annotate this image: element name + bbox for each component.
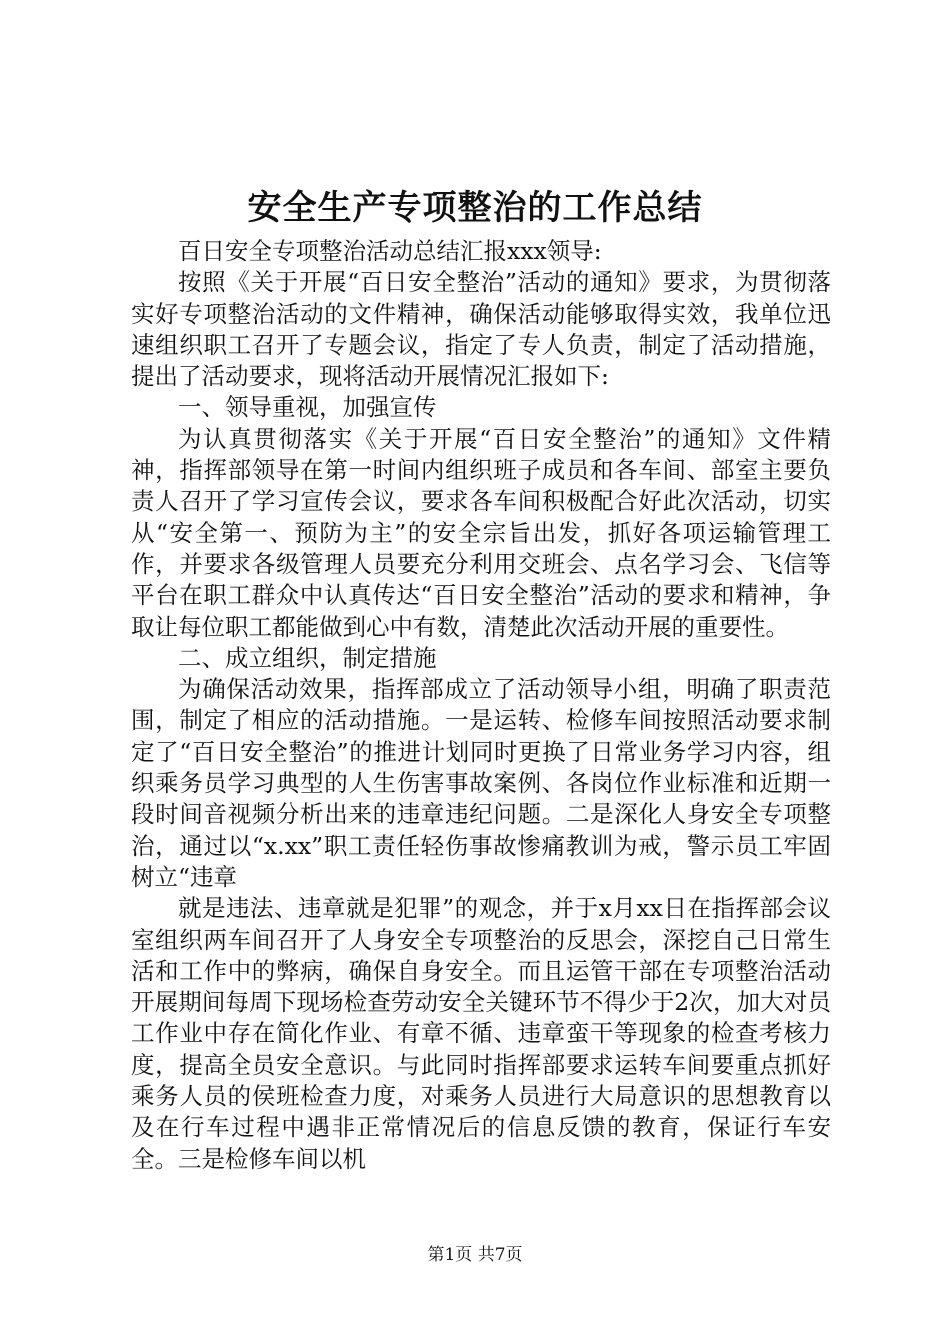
- intro-paragraph: 按照《关于开展“百日安全整治”活动的通知》要求，为贯彻落实好专项整治活动的文件精神，确保活动能够取得实效，我单位迅速组织职工召开了专题会议，指定了专人负责，制定了活动措施，提出了活动要求，现将活动开展情况汇报如下:: [131, 268, 831, 391]
- document-body: [131, 236, 831, 1175]
- document-title: 安全生产专项整治的工作总结: [247, 188, 703, 228]
- section-2-paragraph: 为确保活动效果，指挥部成立了活动领导小组，明确了职责范围，制定了相应的活动措施。一是运转、检修车间按照活动要求制定了“百日安全整治”的推进计划同时更换了日常业务学习内容，组织乘务员学习典型的人生伤害事故案例、各岗位作业标准和近期一段时间音视频分析出来的违章违纪问题。二是深化人身安全专项整治，通过以“x.xx”职工责任轻伤事故惨痛教训为戒，警示员工牢固树立“违章: [131, 675, 831, 891]
- section-heading-1: 一、领导重视，加强宣传: [178, 393, 437, 422]
- page-footer: 第1页 共7页: [427, 1245, 523, 1265]
- salutation-paragraph: 百日安全专项整治活动总结汇报xxx领导:: [178, 237, 602, 265]
- section-2-continuation-paragraph: 就是违法、违章就是犯罪”的观念，并于x月xx日在指挥部会议室组织两车间召开了人身安全专项整治的反思会，深挖自己日常生活和工作中的弊病，确保自身安全。而且运管干部在专项整治活动开展期间每周下现场检查劳动安全关键环节不得少于2次，加大对员工作业中存在简化作业、有章不循、违章蛮干等现象的检查考核力度，提高全员安全意识。与此同时指挥部要求运转车间要重点抓好乘务人员的侯班检查力度，对乘务人员进行大局意识的思想教育以及在行车过程中遇非正常情况后的信息反馈的教育，保证行车安全。三是检修车间以机: [131, 894, 831, 1173]
- section-heading-2: 二、成立组织，制定措施: [178, 643, 437, 672]
- section-1-paragraph: 为认真贯彻落实《关于开展“百日安全整治”的通知》文件精神，指挥部领导在第一时间内组织班子成员和各车间、部室主要负责人召开了学习宣传会议，要求各车间积极配合好此次活动，切实从“安全第一、预防为主”的安全宗旨出发，抓好各项运输管理工作，并要求各级管理人员要充分利用交班会、点名学习会、飞信等平台在职工群众中认真传达“百日安全整治”活动的要求和精神，争取让每位职工都能做到心中有数，清楚此次活动开展的重要性。: [131, 424, 831, 641]
